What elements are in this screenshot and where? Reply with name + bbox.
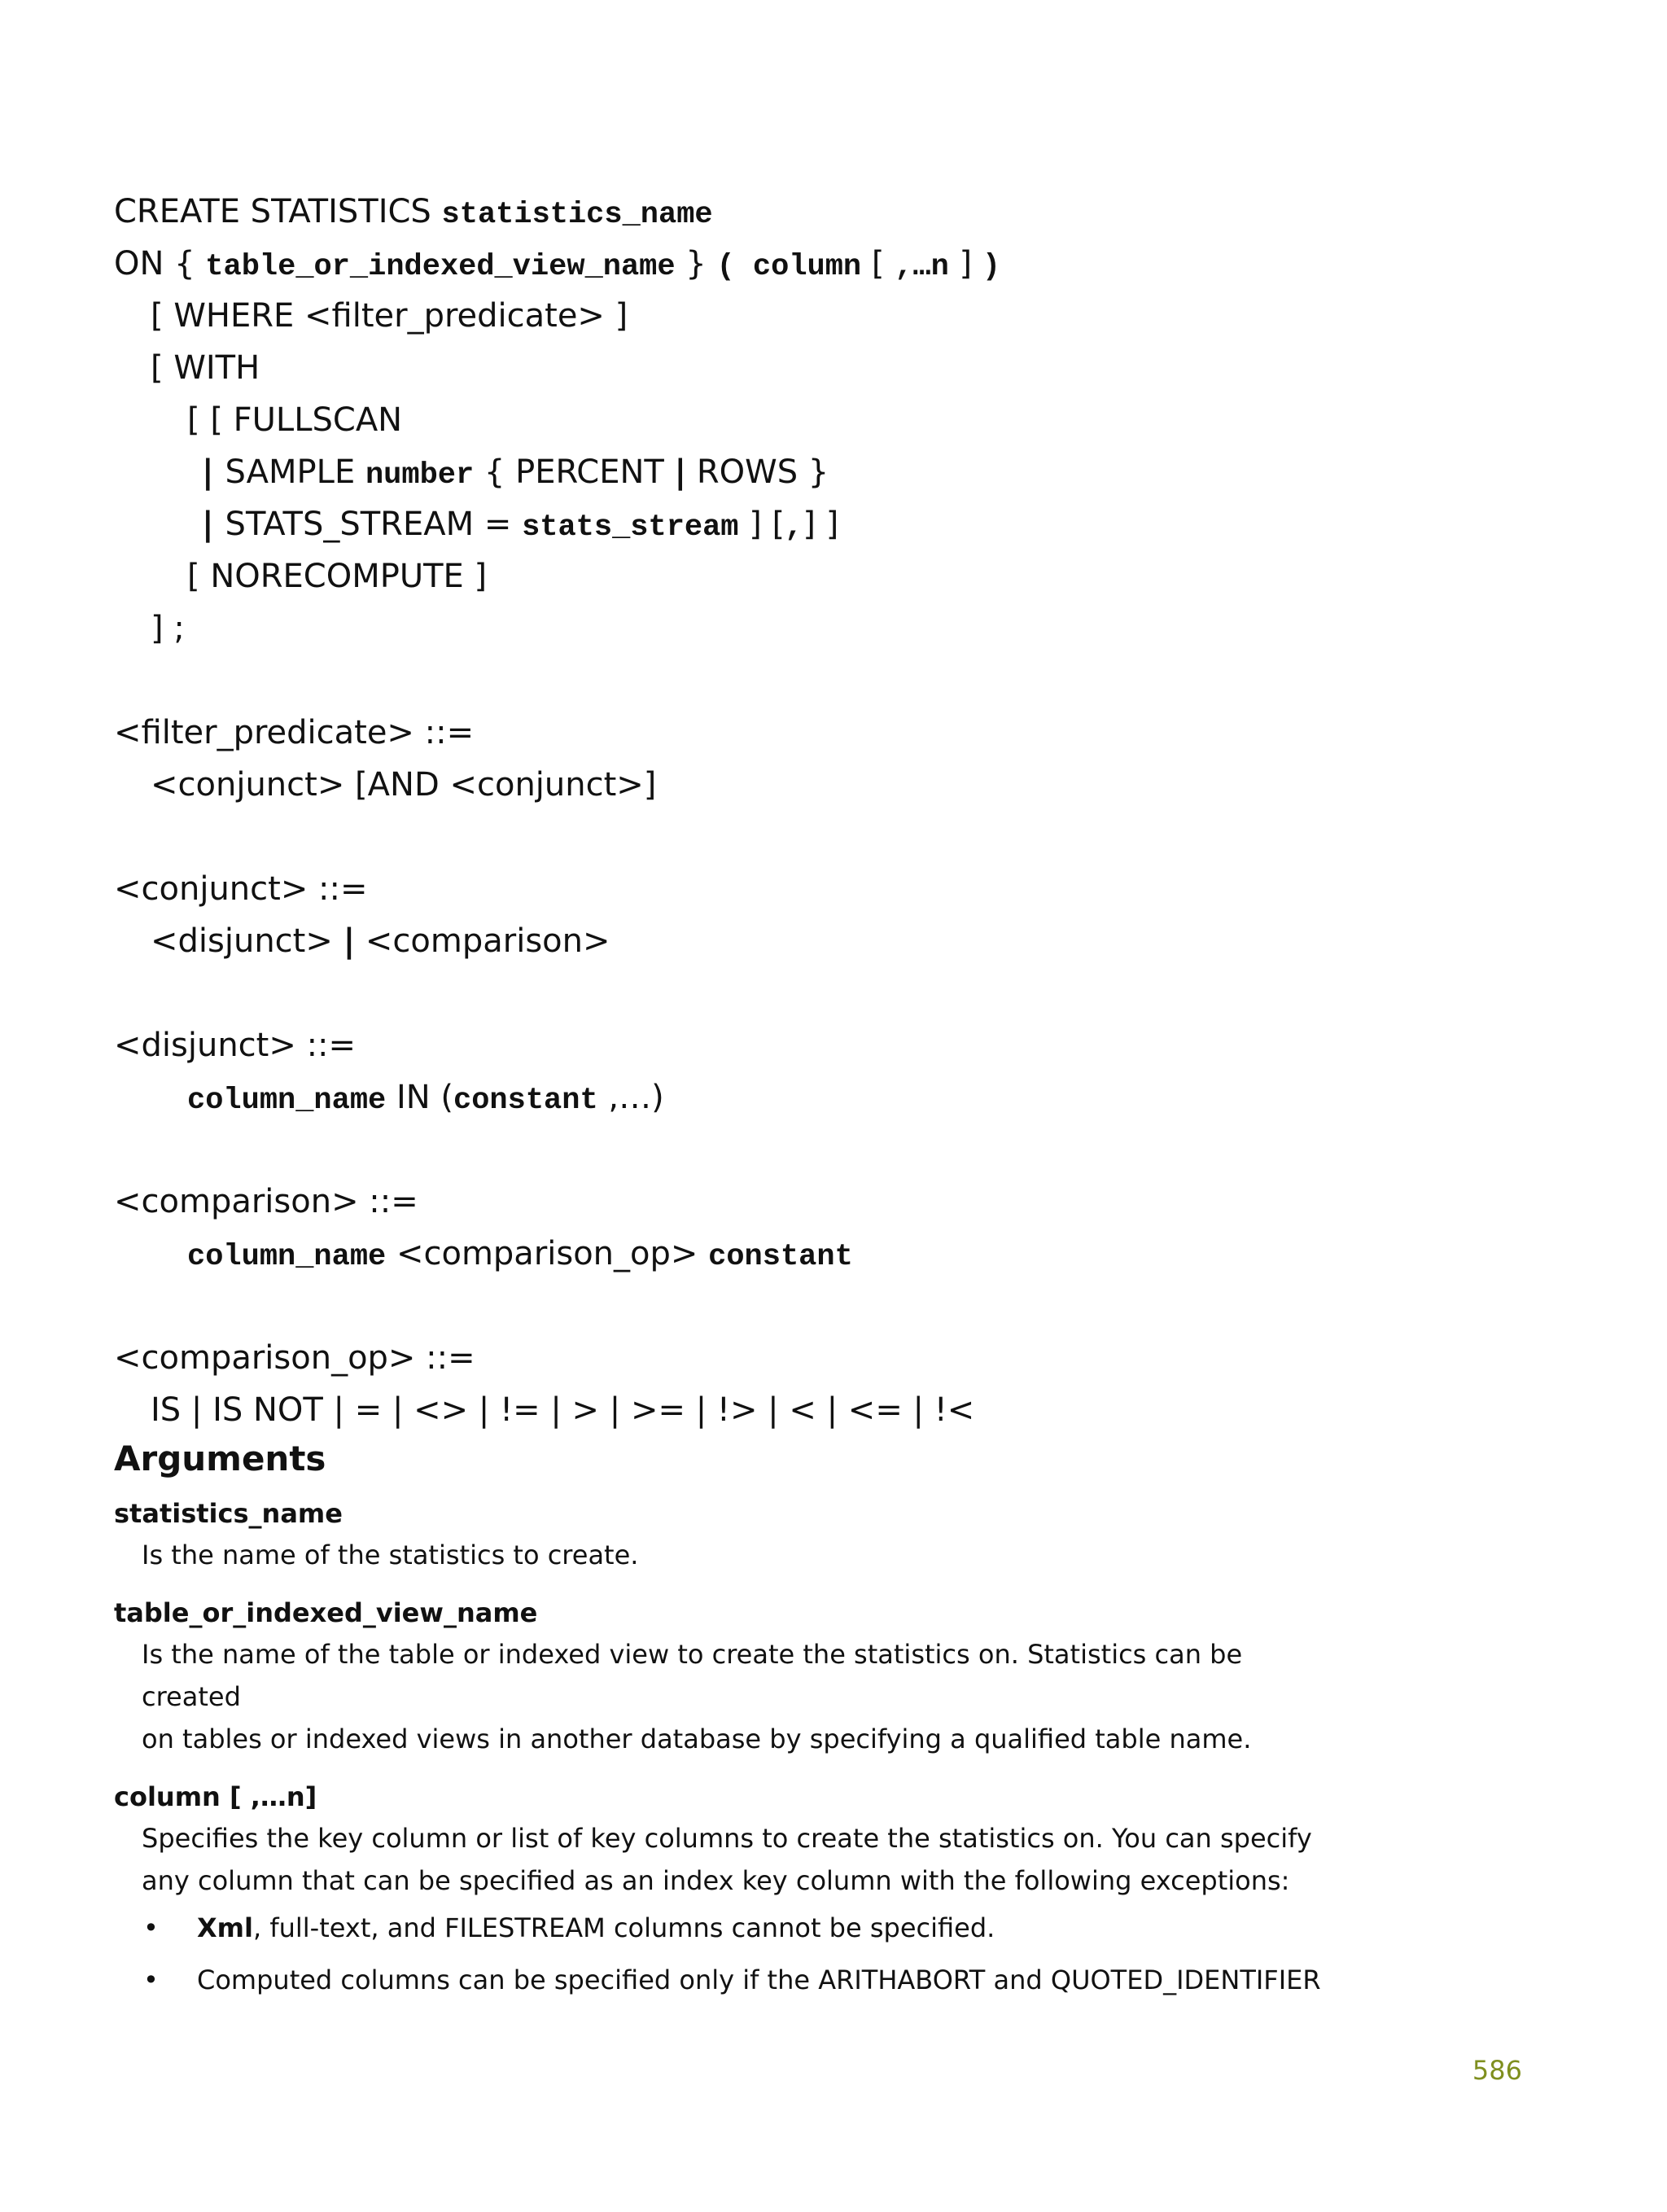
bullet-icon: •: [143, 1912, 159, 1943]
syntax-line: [114, 1228, 1579, 1280]
syntax-line: ] ;: [151, 610, 185, 647]
description-line: any column that can be specified as an index key column with the following exceptions:: [142, 1865, 1290, 1896]
syntax-keyword: CREATE STATISTICS: [114, 193, 442, 230]
syntax-line: [ [ FULLSCAN: [187, 401, 403, 439]
description-line: on tables or indexed views in another database by specifying a qualified table name.: [142, 1724, 1252, 1754]
argument-name: column [ ,…n]: [114, 1781, 317, 1812]
syntax-text: |: [202, 453, 225, 491]
syntax-argument: number: [365, 458, 475, 493]
syntax-argument: table_or_indexed_view_name: [205, 250, 676, 284]
list-item: [142, 1902, 1335, 1954]
syntax-text: |: [674, 453, 687, 491]
syntax-line: [114, 498, 1579, 550]
spacer: [114, 1280, 1579, 1332]
syntax-line: [ NORECOMPUTE ]: [187, 558, 488, 595]
syntax-line: IS | IS NOT | = | <> | != | > | >= | !> | < | <= | !<: [151, 1391, 975, 1429]
syntax-text: ROWS }: [686, 453, 829, 491]
description-line: Is the name of the table or indexed view to create the statistics on. Statistics can be created: [142, 1639, 1243, 1712]
syntax-keyword: IN (: [386, 1079, 454, 1116]
syntax-text: ]: [948, 245, 982, 283]
syntax-line: [114, 1071, 1579, 1124]
syntax-line: <filter_predicate> ::=: [114, 714, 475, 751]
syntax-text: ,…): [597, 1079, 664, 1116]
syntax-line: <conjunct> [AND <conjunct>]: [151, 766, 657, 804]
syntax-text: { PERCENT: [474, 453, 675, 491]
syntax-argument: ,…n: [895, 250, 949, 284]
spacer: [114, 655, 1579, 707]
syntax-text: |: [343, 922, 356, 960]
syntax-line: <comparison> ::=: [114, 1183, 418, 1220]
syntax-block: [114, 186, 1579, 1436]
syntax-line: [114, 446, 1579, 498]
syntax-text: <comparison>: [355, 922, 610, 960]
syntax-text: ] [: [738, 506, 785, 543]
syntax-text: ): [982, 250, 1001, 284]
page-number: 586: [1472, 2055, 1522, 2086]
bold-term: Xml: [197, 1912, 253, 1943]
bullet-icon: •: [143, 1965, 159, 1995]
syntax-line: <disjunct> ::=: [114, 1027, 357, 1064]
syntax-argument: constant: [708, 1240, 853, 1274]
arguments-section: [114, 1435, 1335, 2006]
syntax-line: [114, 238, 1579, 290]
syntax-keyword: SAMPLE: [225, 453, 365, 491]
syntax-text: [: [861, 245, 895, 283]
syntax-text: |: [202, 506, 225, 543]
syntax-text: }: [675, 245, 717, 283]
syntax-line: [114, 186, 1579, 238]
syntax-line: <comparison_op> ::=: [114, 1339, 475, 1377]
syntax-argument: statistics_name: [441, 198, 713, 232]
list-item-text: Computed columns can be specified only if the ARITHABORT and QUOTED_IDENTIFIER: [197, 1965, 1321, 1995]
argument-name: table_or_indexed_view_name: [114, 1597, 538, 1628]
syntax-argument: column_name: [187, 1240, 387, 1274]
argument-description: [114, 1534, 1314, 1576]
arguments-heading: Arguments: [114, 1439, 326, 1478]
spacer: [114, 967, 1579, 1019]
syntax-line: [ WHERE <filter_predicate> ]: [151, 297, 628, 335]
syntax-argument: column: [734, 250, 862, 284]
argument-description: [114, 1633, 1314, 1760]
description-line: Is the name of the statistics to create.: [142, 1540, 639, 1570]
description-line: Specifies the key column or list of key columns to create the statistics on. You can specify: [142, 1823, 1312, 1854]
exceptions-list: [114, 1902, 1335, 2006]
syntax-text: (: [716, 250, 735, 284]
syntax-text: ] ]: [803, 506, 839, 543]
spacer: [114, 811, 1579, 863]
syntax-argument: stats_stream: [522, 510, 739, 545]
syntax-keyword: ON {: [114, 245, 206, 283]
spacer: [114, 1124, 1579, 1176]
list-item-text: , full-text, and FILESTREAM columns cannot be specified.: [252, 1912, 995, 1943]
syntax-argument: column_name: [187, 1084, 387, 1118]
syntax-line: [114, 915, 1579, 967]
syntax-line: <conjunct> ::=: [114, 870, 368, 908]
syntax-text: <disjunct>: [151, 922, 343, 960]
syntax-line: [ WITH: [151, 349, 260, 387]
syntax-argument: constant: [453, 1084, 598, 1118]
syntax-text: <comparison_op>: [386, 1235, 709, 1272]
list-item: [142, 1954, 1335, 2006]
argument-description: [114, 1817, 1314, 1902]
argument-name: statistics_name: [114, 1498, 343, 1529]
syntax-keyword: STATS_STREAM =: [225, 506, 523, 543]
syntax-text: ,: [785, 510, 803, 545]
